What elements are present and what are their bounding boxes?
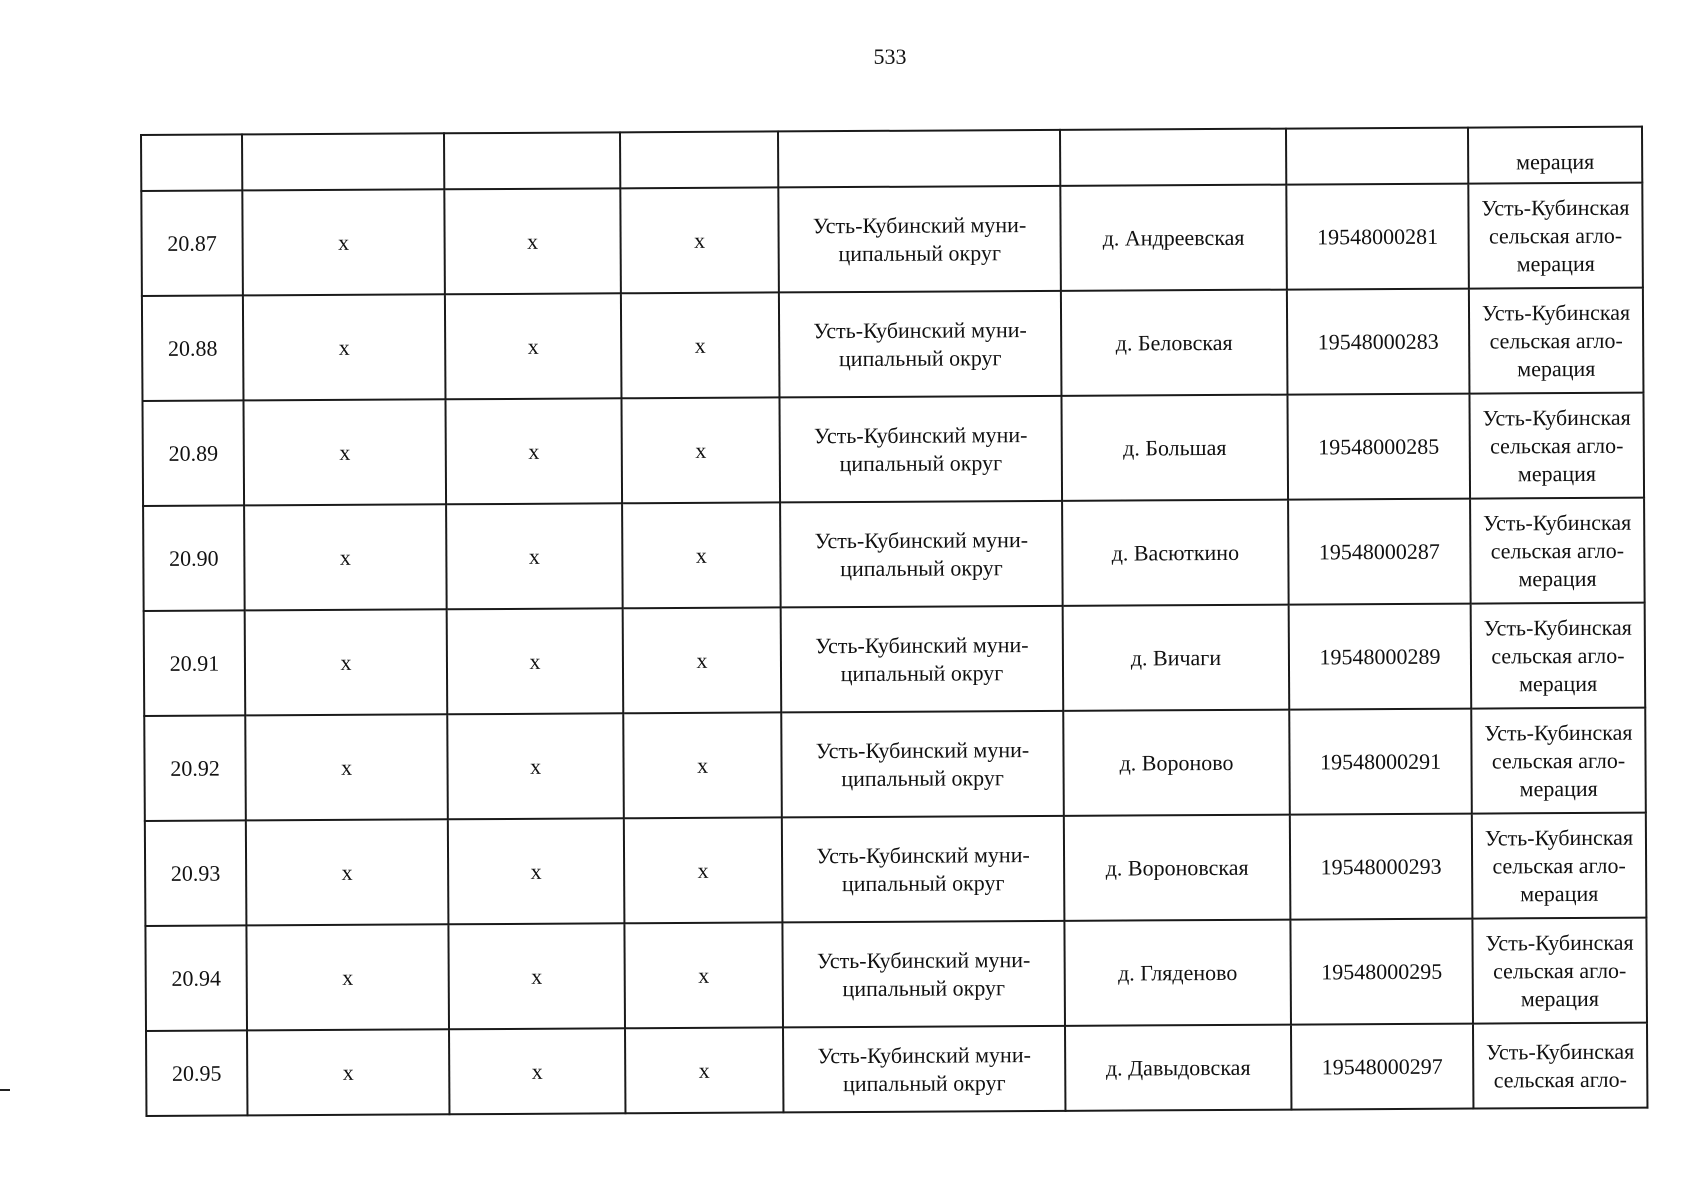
row-number-cell xyxy=(145,925,247,1031)
col2-cell xyxy=(444,132,620,189)
c2-text: x xyxy=(529,648,541,674)
table-body xyxy=(141,127,1647,1116)
col3-cell xyxy=(621,397,780,503)
row-number-cell xyxy=(141,190,243,296)
c1-text: x xyxy=(342,1059,354,1085)
col3-cell xyxy=(620,131,778,188)
agglomeration-text: Усть-Кубинская сельская агло-мерация xyxy=(1483,509,1632,591)
row-number-cell xyxy=(144,610,246,716)
col2-cell xyxy=(448,818,625,924)
c1-text: x xyxy=(339,439,351,465)
agglomeration-cell xyxy=(1471,603,1646,709)
col2-cell xyxy=(445,398,622,504)
num-text: 20.94 xyxy=(171,965,222,991)
settlement-cell xyxy=(1064,920,1291,1026)
district-cell xyxy=(778,130,1060,188)
district-cell xyxy=(783,1026,1065,1113)
c2-text: x xyxy=(531,1058,543,1084)
settlement-text: д. Беловская xyxy=(1115,329,1233,356)
col1-cell xyxy=(243,399,446,505)
agglomeration-cell xyxy=(1469,393,1644,499)
c1-text: x xyxy=(341,859,353,885)
agglomeration-text: Усть-Кубинская сельская агло- xyxy=(1485,1038,1635,1092)
table-row xyxy=(145,813,1647,926)
settlements-table xyxy=(140,126,1648,1117)
settlement-cell xyxy=(1063,710,1290,816)
settlement-cell xyxy=(1060,129,1286,186)
col3-cell xyxy=(622,502,781,608)
agglomeration-text: Усть-Кубинская сельская агло-мерация xyxy=(1484,719,1633,801)
col2-cell xyxy=(444,188,621,294)
col1-cell xyxy=(242,189,445,295)
district-text: Усть-Кубинский муни-ципальный округ xyxy=(814,526,1029,581)
district-text: Усть-Кубинский муни-ципальный округ xyxy=(813,316,1027,371)
row-number-cell xyxy=(143,505,245,611)
num-text: 20.88 xyxy=(167,335,218,361)
table-row xyxy=(144,603,1646,716)
c2-text: x xyxy=(530,858,542,884)
district-cell xyxy=(779,396,1062,503)
settlement-text: д. Вороновская xyxy=(1105,854,1249,881)
num-text: 20.92 xyxy=(170,755,220,781)
table-row xyxy=(142,393,1644,506)
oktmo-code-cell xyxy=(1289,709,1472,815)
oktmo-code-cell xyxy=(1290,814,1473,920)
col1-cell xyxy=(247,1029,449,1115)
agglomeration-cell xyxy=(1471,708,1646,814)
settlement-text: д. Вороново xyxy=(1119,749,1234,776)
agglomeration-text: Усть-Кубинская сельская агло-мерация xyxy=(1481,299,1631,381)
col1-cell xyxy=(245,714,448,820)
col3-cell xyxy=(623,712,782,818)
c1-text: x xyxy=(339,544,351,570)
oktmo-text: 19548000297 xyxy=(1321,1053,1443,1079)
settlement-text: д. Большая xyxy=(1123,434,1227,461)
c1-text: x xyxy=(342,964,354,990)
settlement-text: д. Вичаги xyxy=(1130,644,1222,670)
row-number-cell xyxy=(142,295,244,401)
agglomeration-text: Усть-Кубинская сельская агло-мерация xyxy=(1484,824,1634,906)
oktmo-code-cell xyxy=(1287,289,1470,395)
col2-cell xyxy=(445,293,622,399)
agglomeration-cell xyxy=(1473,1023,1647,1109)
agglomeration-tail-text: мерация xyxy=(1516,148,1595,175)
col1-cell xyxy=(243,294,446,400)
c2-text: x xyxy=(529,753,542,779)
num-text: 20.95 xyxy=(171,1060,222,1086)
c2-text: x xyxy=(527,333,539,359)
agglomeration-text: Усть-Кубинская сельская агло-мерация xyxy=(1483,614,1632,696)
row-number-cell xyxy=(142,400,244,506)
c3-text: x xyxy=(694,332,706,358)
col1-cell xyxy=(245,609,448,715)
agglomeration-cell xyxy=(1468,127,1642,184)
district-text: Усть-Кубинский муни-ципальный округ xyxy=(813,421,1028,476)
margin-mark xyxy=(0,1089,10,1091)
table-row xyxy=(141,183,1643,296)
oktmo-text: 19548000285 xyxy=(1318,433,1440,459)
page-number: 533 xyxy=(873,44,907,69)
oktmo-cell xyxy=(1286,128,1468,185)
row-number-cell xyxy=(145,820,247,926)
c2-text: x xyxy=(528,543,540,569)
district-cell xyxy=(782,921,1065,1028)
district-cell xyxy=(782,816,1065,923)
agglomeration-cell xyxy=(1472,813,1647,919)
settlement-text: д. Васюткино xyxy=(1111,539,1240,566)
settlement-cell xyxy=(1065,1025,1291,1111)
agglomeration-cell xyxy=(1469,288,1644,394)
num-text: 20.90 xyxy=(169,545,219,571)
district-cell xyxy=(780,501,1063,608)
oktmo-text: 19548000287 xyxy=(1318,538,1440,564)
settlement-text: д. Гляденово xyxy=(1117,959,1238,986)
col3-cell xyxy=(624,817,783,923)
district-text: Усть-Кубинский муни-ципальный округ xyxy=(817,1041,1031,1096)
c2-text: x xyxy=(527,228,539,254)
settlement-cell xyxy=(1060,185,1287,291)
settlement-cell xyxy=(1061,395,1288,501)
c2-text: x xyxy=(531,963,543,989)
num-text: 20.87 xyxy=(167,230,217,256)
oktmo-text: 19548000289 xyxy=(1319,643,1441,669)
col3-cell xyxy=(624,922,783,1028)
col2-cell xyxy=(449,1028,625,1114)
table-row xyxy=(145,918,1647,1031)
settlement-cell xyxy=(1064,815,1291,921)
c2-text: x xyxy=(528,438,540,464)
col1-cell xyxy=(242,133,444,190)
district-text: Усть-Кубинский муни-ципальный округ xyxy=(812,211,1027,266)
oktmo-code-cell xyxy=(1286,184,1469,290)
agglomeration-text: Усть-Кубинская сельская агло-мерация xyxy=(1485,929,1634,1011)
col3-cell xyxy=(621,292,780,398)
col3-cell xyxy=(623,607,782,713)
district-text: Усть-Кубинский муни-ципальный округ xyxy=(816,946,1031,1001)
c1-text: x xyxy=(338,334,350,360)
agglomeration-text: Усть-Кубинская сельская агло-мерация xyxy=(1481,194,1630,276)
c3-text: x xyxy=(695,437,707,463)
c3-text: x xyxy=(697,857,709,883)
row-number-cell xyxy=(146,1030,247,1116)
settlement-cell xyxy=(1063,605,1290,711)
district-text: Усть-Кубинский муни-ципальный округ xyxy=(815,631,1029,686)
col2-cell xyxy=(448,923,625,1029)
c3-text: x xyxy=(695,542,707,568)
agglomeration-text: Усть-Кубинская сельская агло-мерация xyxy=(1482,404,1631,486)
col1-cell xyxy=(246,924,449,1030)
col2-cell xyxy=(447,608,624,714)
district-text: Усть-Кубинский муни-ципальный округ xyxy=(816,841,1030,896)
table-row xyxy=(144,708,1646,821)
num-text: 20.89 xyxy=(168,440,219,466)
settlement-text: д. Андреевская xyxy=(1102,224,1245,251)
district-cell xyxy=(779,291,1062,398)
settlement-cell xyxy=(1061,290,1288,396)
oktmo-text: 19548000295 xyxy=(1321,958,1443,984)
district-text: Усть-Кубинский муни-ципальный округ xyxy=(815,736,1030,791)
oktmo-text: 19548000283 xyxy=(1317,328,1439,354)
oktmo-code-cell xyxy=(1289,604,1472,710)
c3-text: x xyxy=(694,227,706,253)
col1-cell xyxy=(244,504,447,610)
oktmo-text: 19548000291 xyxy=(1319,748,1442,774)
oktmo-code-cell xyxy=(1290,919,1473,1025)
oktmo-text: 19548000293 xyxy=(1320,853,1442,879)
table-row xyxy=(146,1023,1647,1116)
row-number-cell xyxy=(144,715,246,821)
continuation-row xyxy=(141,127,1642,191)
c1-text: x xyxy=(340,754,353,780)
oktmo-code-cell xyxy=(1288,499,1471,605)
num-text: 20.93 xyxy=(170,860,221,886)
c3-text: x xyxy=(696,647,708,673)
col3-cell xyxy=(620,187,779,293)
col1-cell xyxy=(246,819,449,925)
oktmo-code-cell xyxy=(1287,394,1470,500)
table-row xyxy=(143,498,1645,611)
agglomeration-cell xyxy=(1472,918,1647,1024)
c3-text: x xyxy=(696,752,709,778)
table-row xyxy=(142,288,1644,401)
col3-cell xyxy=(625,1027,783,1113)
col2-cell xyxy=(447,713,624,819)
agglomeration-cell xyxy=(1468,183,1643,289)
agglomeration-cell xyxy=(1470,498,1645,604)
oktmo-text: 19548000281 xyxy=(1317,223,1439,249)
district-cell xyxy=(781,606,1064,713)
oktmo-code-cell xyxy=(1291,1024,1473,1110)
c1-text: x xyxy=(338,229,350,255)
district-cell xyxy=(781,711,1064,818)
num-cell xyxy=(141,134,242,191)
num-text: 20.91 xyxy=(169,650,220,676)
district-cell xyxy=(778,186,1061,293)
settlement-cell xyxy=(1062,500,1289,606)
c3-text: x xyxy=(698,962,710,988)
col2-cell xyxy=(446,503,623,609)
settlement-text: д. Давыдовская xyxy=(1105,1054,1251,1081)
c3-text: x xyxy=(698,1057,710,1083)
c1-text: x xyxy=(340,649,352,675)
